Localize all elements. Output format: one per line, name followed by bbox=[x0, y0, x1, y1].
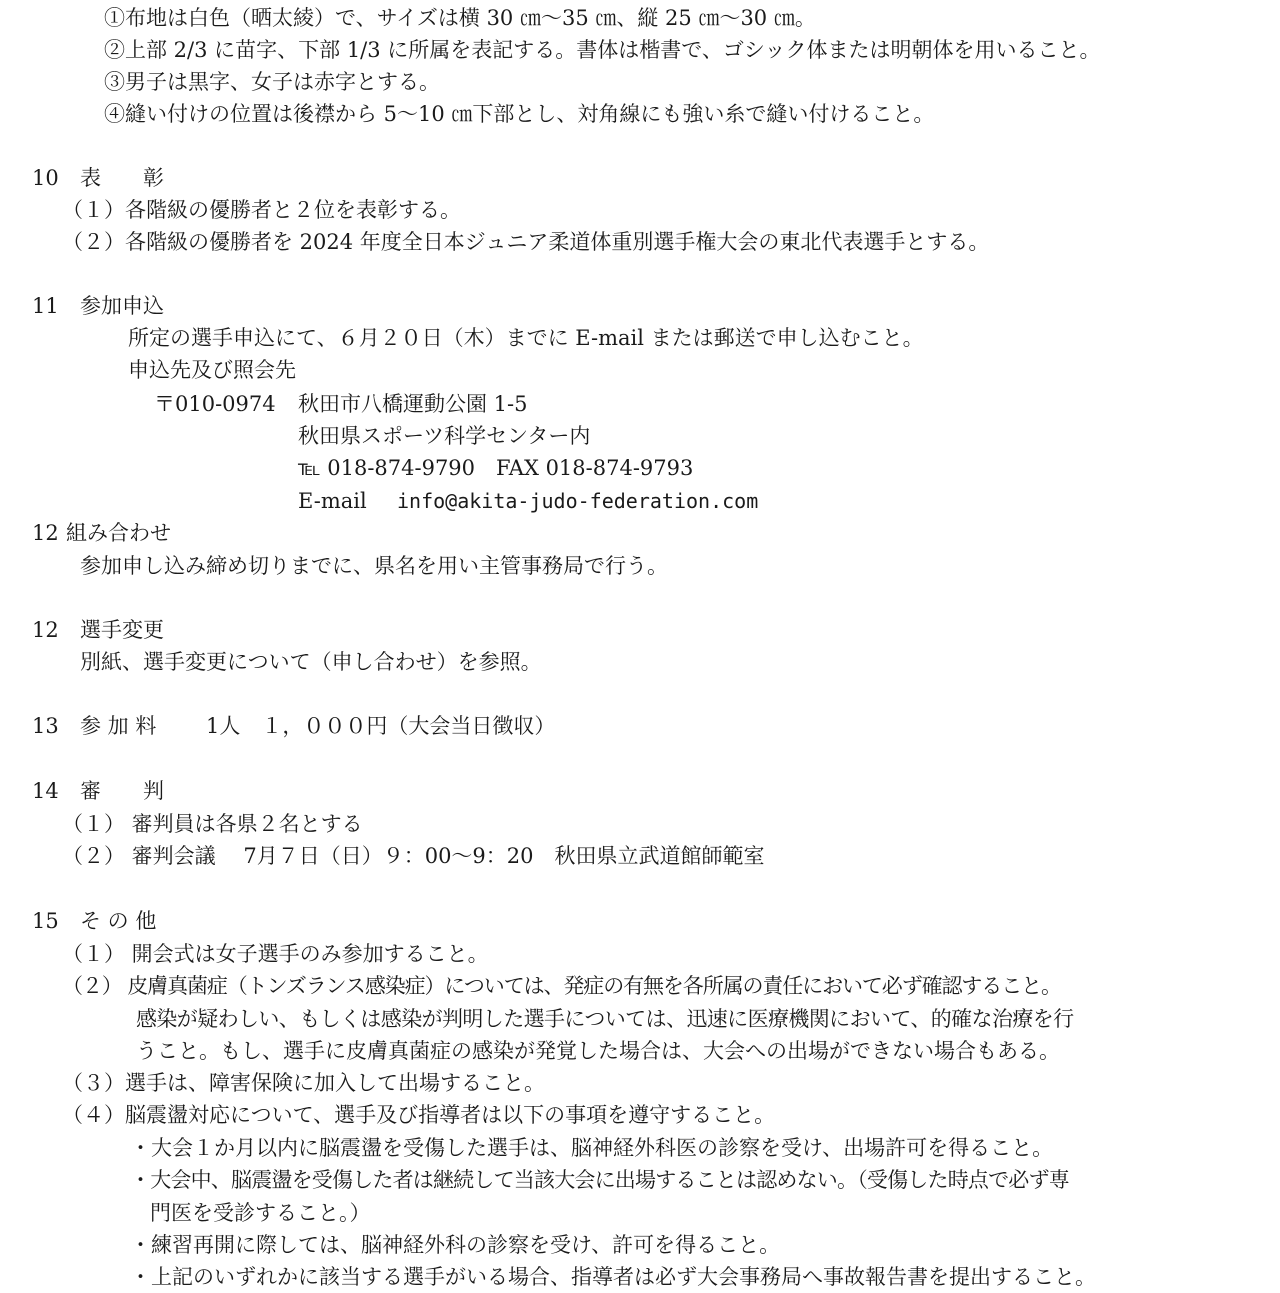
section-12a-title: 組み合わせ bbox=[66, 521, 171, 545]
section-11-title: 参加申込 bbox=[80, 294, 164, 318]
section-12b-title: 選手変更 bbox=[80, 618, 164, 642]
other-item-2-line-2: 感染が疑わしい、もしくは感染が判明した選手については、迅速に医療機関において、的確な治療を行 bbox=[136, 1007, 1074, 1031]
section-10-number: 10 bbox=[32, 166, 59, 190]
email-label: E-mail bbox=[298, 489, 367, 513]
player-change-description: 別紙、選手変更について（申し合わせ）を参照。 bbox=[80, 650, 542, 674]
section-14-title: 審 判 bbox=[80, 779, 164, 803]
concussion-bullet-2-line-2: 門医を受診すること。） bbox=[150, 1201, 371, 1225]
email-address[interactable]: info@akita-judo-federation.com bbox=[397, 489, 759, 513]
concussion-bullet-1: ・大会１か月以内に脳震盪を受傷した選手は、脳神経外科医の診察を受け、出場許可を得ること。 bbox=[130, 1136, 1054, 1160]
award-item-2: （２）各階級の優勝者を 2024 年度全日本ジュニア柔道体重別選手権大会の東北代表選手とする。 bbox=[62, 230, 990, 254]
address-line-2: 秋田県スポーツ科学センター内 bbox=[298, 424, 591, 448]
application-instruction: 所定の選手申込にて、６月２０日（木）までに E-mail または郵送で申し込むこと。 bbox=[128, 326, 924, 350]
other-item-2-line-3: うこと。もし、選手に皮膚真菌症の感染が発覚した場合は、大会への出場ができない場合もある。 bbox=[136, 1039, 1060, 1063]
other-item-3: （３）選手は、障害保険に加入して出場すること。 bbox=[62, 1071, 545, 1095]
cloth-spec-item-4: ④縫い付けの位置は後襟から 5〜10 ㎝下部とし、対角線にも強い糸で縫い付けること。 bbox=[104, 102, 935, 126]
referee-item-2: （２） 審判会議 7月７日（日）９：00〜9：20 秋田県立武道館師範室 bbox=[62, 844, 765, 868]
cloth-spec-item-3: ③男子は黒字、女子は赤字とする。 bbox=[104, 70, 440, 94]
section-10-title: 表 彰 bbox=[80, 166, 164, 190]
section-12b-number: 12 bbox=[32, 618, 59, 642]
other-item-4: （４）脳震盪対応について、選手及び指導者は以下の事項を遵守すること。 bbox=[62, 1103, 776, 1127]
pairing-description: 参加申し込み締め切りまでに、県名を用い主管事務局で行う。 bbox=[80, 554, 668, 578]
section-13-title: 参 加 料 bbox=[80, 714, 157, 738]
section-13-number: 13 bbox=[32, 714, 59, 738]
section-14-number: 14 bbox=[32, 779, 59, 803]
cloth-spec-item-2: ②上部 2/3 に苗字、下部 1/3 に所属を表記する。書体は楷書で、ゴシック体または明朝体を用いること。 bbox=[104, 38, 1101, 62]
cloth-spec-item-1: ①布地は白色（晒太綾）で、サイズは横 30 ㎝〜35 ㎝、縦 25 ㎝〜30 ㎝。 bbox=[104, 6, 816, 30]
address-line-1: 秋田市八橋運動公園 1-5 bbox=[298, 392, 528, 416]
postal-code: 〒010-0974 bbox=[154, 392, 276, 416]
other-item-2-line-1: （２） 皮膚真菌症（トンズランス感染症）については、発症の有無を各所属の責任において必ず確認すること。 bbox=[62, 974, 1061, 998]
other-item-1: （１） 開会式は女子選手のみ参加すること。 bbox=[62, 942, 489, 966]
award-item-1: （１）各階級の優勝者と２位を表彰する。 bbox=[62, 198, 461, 222]
entry-fee: 1人 １，０００円（大会当日徴収） bbox=[206, 714, 556, 738]
concussion-bullet-4: ・上記のいずれかに該当する選手がいる場合、指導者は必ず大会事務局へ事故報告書を提出すること。 bbox=[130, 1265, 1096, 1289]
section-15-number: 15 bbox=[32, 909, 59, 933]
phone-fax: ℡ 018-874-9790 FAX 018-874-9793 bbox=[298, 456, 694, 480]
referee-item-1: （１） 審判員は各県２名とする bbox=[62, 812, 363, 836]
concussion-bullet-2-line-1: ・大会中、脳震盪を受傷した者は継続して当該大会に出場することは認めない。（受傷した時点で必ず専 bbox=[130, 1168, 1069, 1192]
contact-heading: 申込先及び照会先 bbox=[128, 358, 296, 382]
section-11-number: 11 bbox=[32, 294, 59, 318]
concussion-bullet-3: ・練習再開に際しては、脳神経外科の診察を受け、許可を得ること。 bbox=[130, 1233, 781, 1257]
section-15-title: そ の 他 bbox=[80, 909, 157, 933]
section-12a-number: 12 bbox=[32, 521, 59, 545]
